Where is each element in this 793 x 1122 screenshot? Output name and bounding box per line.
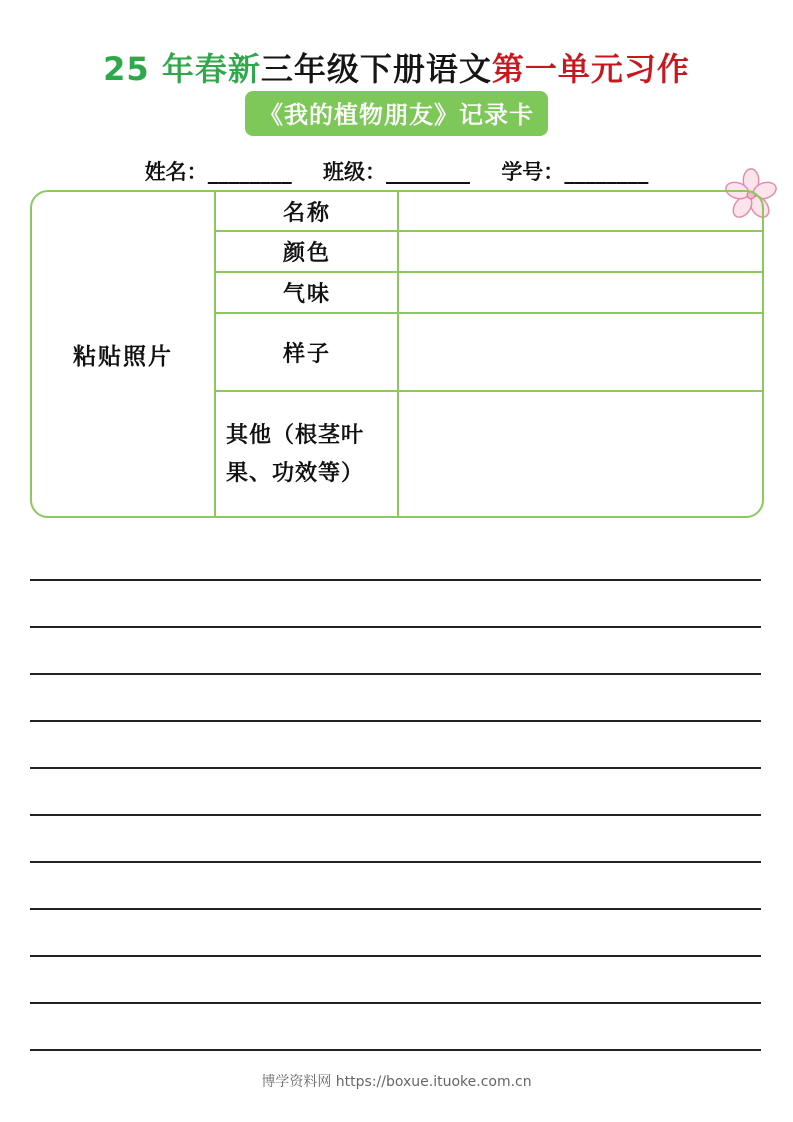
writing-line [30, 955, 761, 957]
student-number-label: 学号： [501, 159, 565, 184]
plant-record-card [30, 190, 764, 518]
title-part-red: 第一单元习作 [491, 50, 690, 88]
page-title [0, 44, 793, 90]
title-part-black: 三年级下册语文 [260, 50, 492, 88]
student-number-field[interactable] [501, 159, 648, 184]
row-label-color: 颜色 [282, 240, 331, 266]
writing-line [30, 626, 761, 628]
writing-line [30, 579, 761, 581]
writing-line [30, 814, 761, 816]
class-field[interactable] [323, 159, 470, 184]
writing-line [30, 1049, 761, 1051]
writing-line [30, 861, 761, 863]
title-part-green: 25 年春新 [103, 50, 261, 88]
writing-line [30, 720, 761, 722]
subtitle-badge: 《我的植物朋友》记录卡 [245, 91, 548, 136]
footer-watermark: 博学资料网 https://boxue.ituoke.com.cn [261, 1074, 532, 1090]
row-label-appearance: 样子 [282, 340, 331, 367]
student-number-blank: ________ [564, 159, 649, 184]
writing-line [30, 908, 761, 910]
name-blank: ________ [207, 159, 292, 184]
student-info-row [0, 156, 793, 186]
writing-line [30, 1002, 761, 1004]
row-label-name: 名称 [282, 199, 331, 226]
writing-line [30, 767, 761, 769]
class-label: 班级： [323, 159, 386, 184]
row-label-smell: 气味 [282, 281, 331, 307]
paste-photo-area[interactable]: 粘贴照片 [73, 342, 173, 370]
class-blank: ________ [386, 159, 470, 184]
name-field[interactable] [145, 159, 292, 184]
name-label: 姓名： [144, 159, 208, 184]
writing-line [30, 673, 761, 675]
row-divider [214, 390, 762, 392]
row-label-other: 其他（根茎叶果、功效等） [226, 422, 365, 486]
